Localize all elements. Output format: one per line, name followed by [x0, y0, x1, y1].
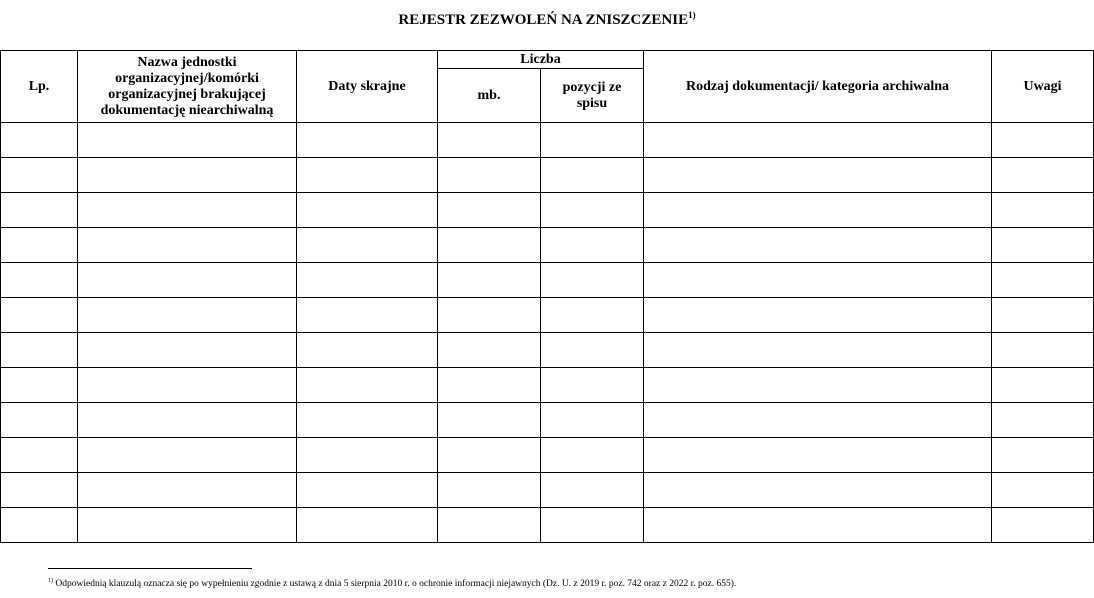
table-row: [1, 263, 1094, 298]
table-cell[interactable]: [78, 333, 297, 368]
table-cell[interactable]: [541, 263, 644, 298]
table-row: [1, 438, 1094, 473]
table-cell[interactable]: [992, 403, 1094, 438]
table-row: [1, 368, 1094, 403]
table-cell[interactable]: [992, 228, 1094, 263]
table-cell[interactable]: [1, 508, 78, 543]
table-cell[interactable]: [78, 228, 297, 263]
table-cell[interactable]: [644, 473, 992, 508]
table-row: [1, 228, 1094, 263]
table-cell[interactable]: [1, 228, 78, 263]
table-cell[interactable]: [992, 193, 1094, 228]
table-cell[interactable]: [297, 158, 438, 193]
table-cell[interactable]: [992, 368, 1094, 403]
table-cell[interactable]: [644, 298, 992, 333]
header-count-mb: mb.: [438, 69, 541, 123]
table-cell[interactable]: [541, 193, 644, 228]
table-cell[interactable]: [992, 333, 1094, 368]
table-cell[interactable]: [644, 228, 992, 263]
table-cell[interactable]: [438, 193, 541, 228]
table-cell[interactable]: [541, 123, 644, 158]
table-cell[interactable]: [78, 123, 297, 158]
table-row: [1, 473, 1094, 508]
document-title: [0, 10, 1094, 29]
table-cell[interactable]: [297, 473, 438, 508]
table-cell[interactable]: [1, 333, 78, 368]
table-row: [1, 158, 1094, 193]
table-cell[interactable]: [297, 123, 438, 158]
table-cell[interactable]: [1, 298, 78, 333]
table-cell[interactable]: [297, 228, 438, 263]
table-cell[interactable]: [78, 298, 297, 333]
table-cell[interactable]: [438, 228, 541, 263]
table-row: [1, 298, 1094, 333]
table-cell[interactable]: [644, 333, 992, 368]
header-remarks: Uwagi: [992, 51, 1094, 123]
table-cell[interactable]: [297, 368, 438, 403]
table-row: [1, 508, 1094, 543]
table-cell[interactable]: [992, 508, 1094, 543]
table-cell[interactable]: [1, 403, 78, 438]
table-cell[interactable]: [438, 263, 541, 298]
footnote-rule: [48, 568, 252, 569]
footnote: [48, 578, 736, 589]
table-cell[interactable]: [992, 158, 1094, 193]
table-row: [1, 333, 1094, 368]
table-cell[interactable]: [78, 368, 297, 403]
table-cell[interactable]: [992, 438, 1094, 473]
header-lp: Lp.: [1, 51, 78, 123]
table-cell[interactable]: [541, 228, 644, 263]
table-row: [1, 403, 1094, 438]
table-cell[interactable]: [644, 263, 992, 298]
table-cell[interactable]: [297, 438, 438, 473]
table-cell[interactable]: [78, 403, 297, 438]
table-row: [1, 193, 1094, 228]
table-cell[interactable]: [644, 158, 992, 193]
table-cell[interactable]: [438, 368, 541, 403]
footnote-marker: 1): [48, 578, 53, 584]
table-cell[interactable]: [438, 438, 541, 473]
title-footnote-ref: 1): [688, 10, 696, 20]
header-count-items-text: pozycji ze spisu: [562, 79, 622, 111]
table-cell[interactable]: [297, 508, 438, 543]
header-unit-name: Nazwa jednostki organizacyjnej/komórki organizacyjnej brakującej dokumentację niearchiwalną: [78, 51, 297, 123]
table-cell[interactable]: [644, 368, 992, 403]
table-row: [1, 123, 1094, 158]
table-cell[interactable]: [297, 403, 438, 438]
table-cell[interactable]: [1, 193, 78, 228]
table-cell[interactable]: [78, 473, 297, 508]
table-cell[interactable]: [644, 123, 992, 158]
table-cell[interactable]: [992, 473, 1094, 508]
register-table: [0, 50, 1094, 543]
table-cell[interactable]: [541, 368, 644, 403]
table-cell[interactable]: [1, 438, 78, 473]
table-cell[interactable]: [644, 438, 992, 473]
table-cell[interactable]: [438, 508, 541, 543]
table-cell[interactable]: [78, 193, 297, 228]
table-cell[interactable]: [541, 403, 644, 438]
table-cell[interactable]: [1, 473, 78, 508]
table-cell[interactable]: [438, 333, 541, 368]
table-cell[interactable]: [78, 508, 297, 543]
register-body: [1, 123, 1094, 543]
table-cell[interactable]: [438, 123, 541, 158]
table-cell[interactable]: [438, 158, 541, 193]
table-cell[interactable]: [644, 193, 992, 228]
table-cell[interactable]: [1, 368, 78, 403]
header-count-items: [541, 69, 644, 123]
table-cell[interactable]: [297, 298, 438, 333]
table-cell[interactable]: [541, 333, 644, 368]
table-cell[interactable]: [438, 403, 541, 438]
table-cell[interactable]: [992, 263, 1094, 298]
table-cell[interactable]: [992, 298, 1094, 333]
table-cell[interactable]: [541, 508, 644, 543]
table-cell[interactable]: [297, 263, 438, 298]
table-cell[interactable]: [541, 298, 644, 333]
table-cell[interactable]: [438, 473, 541, 508]
table-cell[interactable]: [1, 263, 78, 298]
table-cell[interactable]: [541, 158, 644, 193]
table-cell[interactable]: [992, 123, 1094, 158]
table-cell[interactable]: [644, 403, 992, 438]
table-cell[interactable]: [541, 438, 644, 473]
table-cell[interactable]: [78, 263, 297, 298]
table-cell[interactable]: [78, 438, 297, 473]
table-cell[interactable]: [644, 508, 992, 543]
document-title-text: REJESTR ZEZWOLEŃ NA ZNISZCZENIE: [398, 12, 689, 28]
footnote-text: Odpowiednią klauzulą oznacza się po wypełnieniu zgodnie z ustawą z dnia 5 sierpnia 2010 r. o ochronie informacji niejawnych (Dz. U. z 2019 r. poz. 742 oraz z 2022 r. poz. 655).: [55, 579, 737, 589]
header-count: Liczba: [438, 51, 644, 69]
table-cell[interactable]: [1, 123, 78, 158]
table-cell[interactable]: [297, 193, 438, 228]
table-cell[interactable]: [78, 158, 297, 193]
table-cell[interactable]: [297, 333, 438, 368]
header-dates: Daty skrajne: [297, 51, 438, 123]
table-cell[interactable]: [1, 158, 78, 193]
table-cell[interactable]: [541, 473, 644, 508]
table-cell[interactable]: [438, 298, 541, 333]
header-doc-type: Rodzaj dokumentacji/ kategoria archiwalna: [644, 51, 992, 123]
